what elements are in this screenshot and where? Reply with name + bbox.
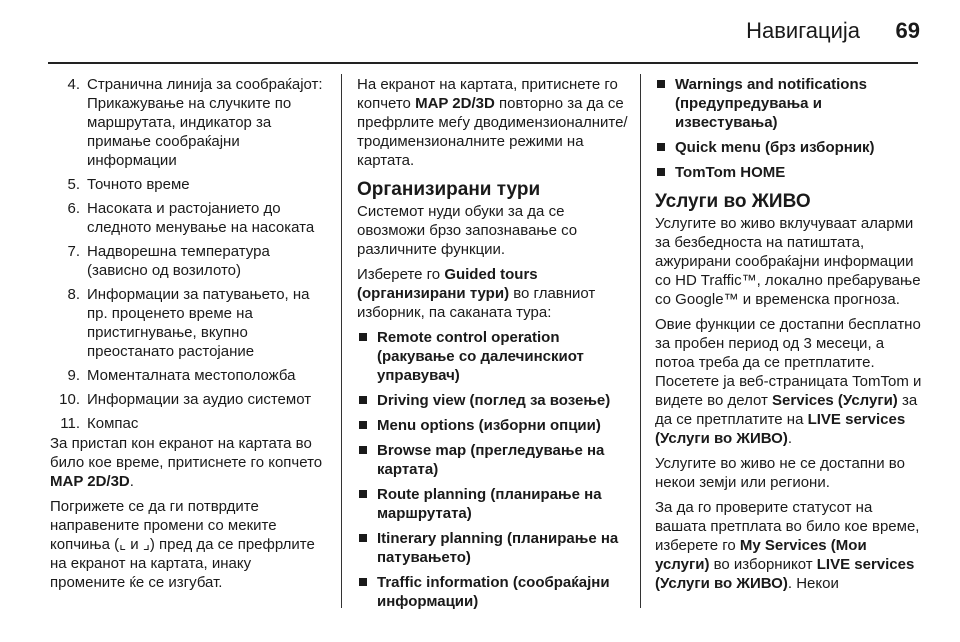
list-item: 8. Информации за патувањето, на пр. проценето време на пристигнување, вкупно преостанато растојание: [67, 286, 310, 360]
bullet-square-icon: [359, 396, 367, 404]
list-item: 11. Компас: [60, 415, 139, 432]
bullet-square-icon: [359, 333, 367, 341]
list-item: Quick menu (брз изборник): [655, 138, 925, 157]
column-divider: [640, 74, 641, 608]
list-item: Itinerary planning (планирање на патувањето): [357, 529, 630, 567]
page-header: [0, 0, 960, 60]
column-divider: [341, 74, 342, 608]
paragraph: На екранот на картата, притиснете го копчето MAP 2D/3D повторно за да се префрлите меѓу дводимензионалните/тродимензионалните режими на картата.: [357, 76, 628, 169]
bullet-square-icon: [657, 168, 665, 176]
list-item: 4. Странична линија за сообраќајот: Прикажување на случките по маршрутата, индикатор за примање сообраќајни информации: [67, 76, 323, 169]
list-item: 7. Надворешна температура (зависно од возилото): [67, 243, 270, 279]
paragraph: За пристап кон екранот на картата во било кое време, притиснете го копчето MAP 2D/3D.: [50, 435, 323, 490]
page-number: 69: [895, 18, 920, 43]
list-item: 10. Информации за аудио системот: [59, 391, 312, 408]
paragraph: Услугите во живо вклучуваат аларми за безбедноста на патиштата, ажурирани сообраќајни информации со HD Traffic™, локално пребарување со Google™ и временска прогноза.: [655, 215, 921, 308]
bullet-square-icon: [359, 446, 367, 454]
list-item: Warnings and notifications (предупредувања и известувања): [655, 75, 925, 132]
header-rule: [48, 62, 918, 64]
page-title: Навигација: [746, 18, 860, 43]
paragraph: Услугите во живо не се достапни во некои земји или региони.: [655, 455, 905, 491]
bullet-square-icon: [657, 143, 665, 151]
bullet-square-icon: [657, 80, 665, 88]
list-item: 6. Насоката и растојанието до следното менување на насоката: [67, 200, 315, 236]
bullet-square-icon: [359, 534, 367, 542]
paragraph: Овие функции се достапни бесплатно за пробен период од 3 месеци, а потоа треба да се претплатите. Посетете ја веб-страницата TomTom и видете во делот Services (Услуги) за да се претплатите на LIVE services (Услуги во ЖИВО).: [655, 316, 922, 447]
list-item: 9. Моменталната местоположба: [67, 367, 296, 384]
list-item: Menu options (изборни опции): [357, 416, 630, 435]
section-heading: Организирани тури: [357, 179, 541, 200]
section-heading: Услуги во ЖИВО: [655, 191, 811, 212]
list-item: Browse map (прегледување на картата): [357, 441, 630, 479]
column-2: [357, 75, 630, 617]
list-item: 5. Точното време: [67, 176, 190, 193]
list-item: Traffic information (сообраќајни информации): [357, 573, 630, 611]
column-1: [50, 75, 328, 598]
list-item: Route planning (планирање на маршрутата): [357, 485, 630, 523]
paragraph: За да го проверите статусот на вашата претплата во било кое време, изберете го My Services (Мои услуги) во изборникот LIVE services (Услуги во ЖИВО). Некои: [655, 499, 920, 592]
paragraph: Системот нуди обуки за да се овозможи брзо запознавање со различните функции.: [357, 203, 578, 258]
list-item: Driving view (поглед за возење): [357, 391, 630, 410]
list-item: TomTom HOME: [655, 163, 925, 182]
paragraph: Изберете го Guided tours (организирани тури) во главниот изборник, па саканата тура:: [357, 266, 596, 321]
bullet-square-icon: [359, 421, 367, 429]
list-item: Remote control operation (ракување со далечинскиот управувач): [357, 328, 630, 385]
column-3: [655, 75, 925, 599]
bullet-square-icon: [359, 490, 367, 498]
bullet-square-icon: [359, 578, 367, 586]
paragraph: Погрижете се да ги потврдите направените промени со меките копчиња (⌞ и ⌟) пред да се префрлите на екранот на картата, инаку промените ќе се изгубат.: [50, 498, 315, 591]
